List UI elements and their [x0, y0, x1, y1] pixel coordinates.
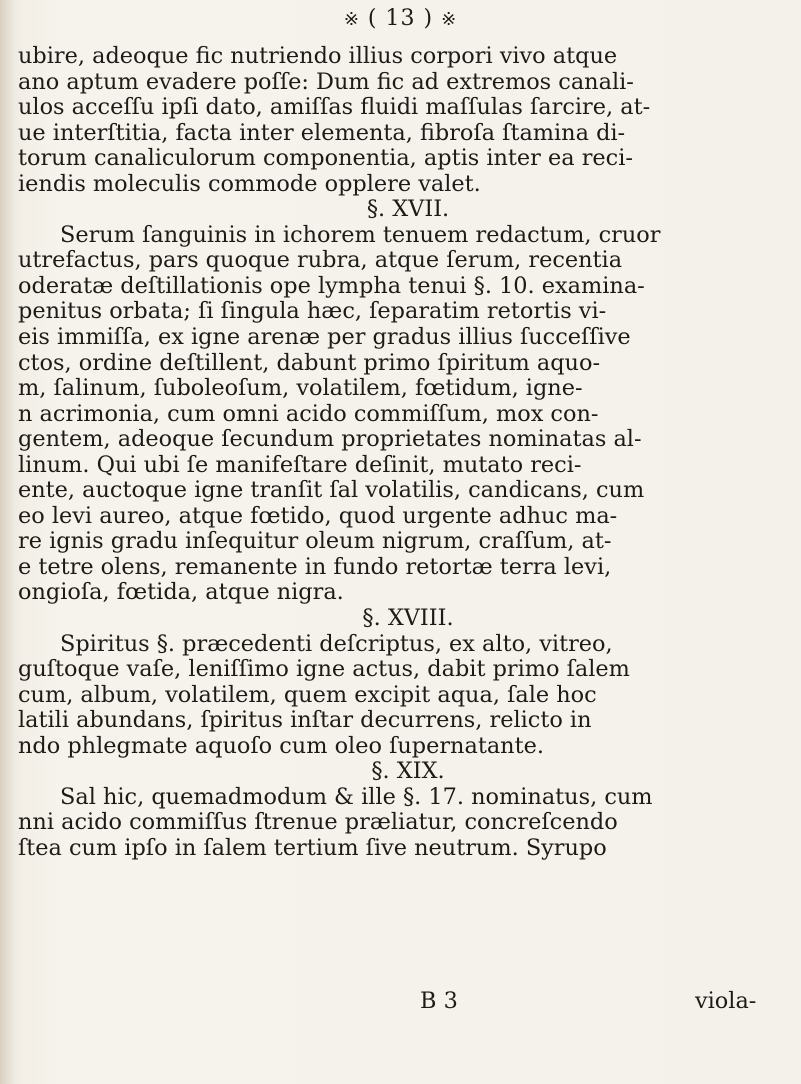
text-line: oderatæ deſtillationis ope lympha tenui §. 10. examina-	[18, 273, 645, 299]
text-line: ſtea cum ipſo in ſalem tertium ſive neutrum. Syrupo	[18, 835, 607, 861]
text-line: utrefactus, pars quoque rubra, atque ſerum, recentia	[18, 248, 623, 274]
text-line: ctos, ordine deſtillent, dabunt primo ſpiritum aquo-	[18, 350, 601, 376]
text-line: re ignis gradu inſequitur oleum nigrum, craſſum, at-	[18, 529, 612, 555]
page-footer	[0, 988, 801, 1018]
page-gutter	[0, 0, 14, 1084]
ornament-right-icon: ※	[441, 8, 458, 30]
ornament-left-icon: ※	[343, 8, 360, 30]
text-line: guſtoque vaſe, leniſſimo igne actus, dabit primo ſalem	[18, 657, 630, 683]
text-line: eo levi aureo, atque fœtido, quod urgente adhuc ma-	[18, 503, 618, 529]
text-line: ano aptum evadere poſſe: Dum fic ad extremos canali-	[18, 69, 634, 95]
text-line: ubire, adeoque fic nutriendo illius corpori vivo atque	[18, 44, 618, 69]
text-line: m, ſalinum, ſuboleoſum, volatilem, fœtidum, igne-	[18, 376, 583, 402]
text-line: ndo phlegmate aquoſo cum oleo ſupernatante.	[18, 733, 544, 759]
text-line: latili abundans, ſpiritus inſtar decurrens, relicto in	[18, 708, 592, 734]
catchword: viola-	[695, 988, 757, 1014]
text-line: eis immiſſa, ex igne arenæ per gradus illius ſucceſſive	[18, 325, 631, 351]
signature-mark: B 3	[420, 988, 458, 1014]
text-line: ongioſa, fœtida, atque nigra.	[18, 580, 344, 606]
text-line: Serum ſanguinis in ichorem tenuem redactum, cruor	[60, 222, 661, 248]
section-heading: §. XVIII.	[362, 606, 454, 632]
text-line: Sal hic, quemadmodum & ille §. 17. nominatus, cum	[60, 784, 653, 810]
text-line: ente, auctoque igne tranſit ſal volatilis, candicans, cum	[18, 478, 645, 504]
page-number: ( 13 )	[367, 6, 434, 31]
text-line: linum. Qui ubi ſe manifeſtare deſinit, mutato reci-	[18, 452, 582, 478]
text-line: torum canaliculorum componentia, aptis inter ea reci-	[18, 146, 633, 172]
body-text	[18, 44, 778, 862]
text-line: ulos acceſſu ipſi dato, amiſſas fluidi maſſulas ſarcire, at-	[18, 95, 651, 121]
text-line: nni acido commiſſus ſtrenue præliatur, concreſcendo	[18, 810, 618, 836]
section-heading: §. XIX.	[371, 759, 445, 785]
text-line: ue interſtitia, facta inter elementa, fibroſa ſtamina di-	[18, 120, 626, 146]
text-line: iendis moleculis commode opplere valet.	[18, 171, 481, 197]
text-line: gentem, adeoque ſecundum proprietates nominatas al-	[18, 427, 642, 453]
text-line: cum, album, volatilem, quem excipit aqua, ſale hoc	[18, 682, 597, 708]
section-heading: §. XVII.	[366, 197, 450, 223]
page-header	[0, 6, 801, 38]
text-line: n acrimonia, cum omni acido commiſſum, mox con-	[18, 401, 599, 427]
text-line: penitus orbata; ſi ſingula hæc, ſeparatim retortis vi-	[18, 299, 607, 325]
text-line: e tetre olens, remanente in fundo retortæ terra levi,	[18, 554, 612, 580]
text-line: Spiritus §. præcedenti deſcriptus, ex alto, vitreo,	[60, 631, 613, 657]
